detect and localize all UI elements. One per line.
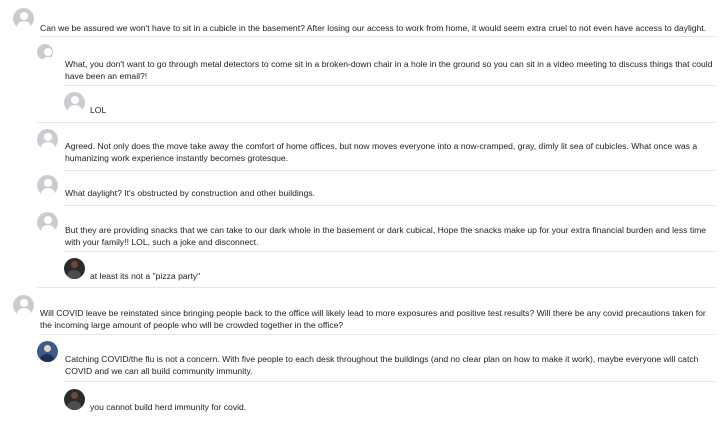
divider [63,205,716,206]
comment-text: you cannot build herd immunity for covid. [90,402,247,412]
comment-text: Catching COVID/the flu is not a concern. With five people to each desk throughout the buildings (and no clear plan on how to make it work), maybe everyone will catch COVID and we can all build community immunity. [65,354,699,376]
comment-text: Agreed. Not only does the move take away the comfort of home offices, but now moves everyone into a now-cramped, gray, dimly lit sea of cubicles. What once was a humanizing work experience instantly becomes grotesque. [65,141,698,163]
comment-text: What daylight? It's obstructed by construction and other buildings. [65,188,316,198]
avatar[interactable] [64,92,85,113]
avatar[interactable] [64,258,85,279]
avatar[interactable] [37,175,58,196]
comment-text: What, you don't want to go through metal detectors to come sit in a broken-down chair in a hole in the ground so you can sit in a video meeting to discuss things that could have been an email?! [65,59,713,81]
divider [63,251,716,252]
divider [63,85,716,86]
comment-text: But they are providing snacks that we can take to our dark whole in the basement or dark cubical, Hope the snacks make up for your extra financial burden and less time with your family!! LOL, such a joke and disconnect. [65,225,707,247]
divider [37,287,716,288]
comment-text: Will COVID leave be reinstated since bringing people back to the office will likely lead to more exposures and positive test results? Will there be any covid precautions taken for the incoming large amount of people who will be crowded together in the office? [40,308,706,330]
comment-text: LOL [90,105,107,115]
comment-text: Can we be assured we won't have to sit in a cubicle in the basement? After losing our access to work from home, it would seem extra cruel to not even have access to daylight. [40,23,707,33]
avatar[interactable] [13,295,34,316]
divider [40,334,716,335]
avatar[interactable] [37,212,58,233]
divider [63,170,716,171]
divider [63,381,716,382]
avatar[interactable] [37,341,58,362]
avatar[interactable] [64,389,85,410]
comment-text: at least its not a "pizza party" [90,271,201,281]
divider [40,36,716,37]
divider [37,122,716,123]
avatar[interactable] [37,129,58,150]
avatar[interactable] [13,8,34,29]
avatar[interactable] [37,44,53,60]
